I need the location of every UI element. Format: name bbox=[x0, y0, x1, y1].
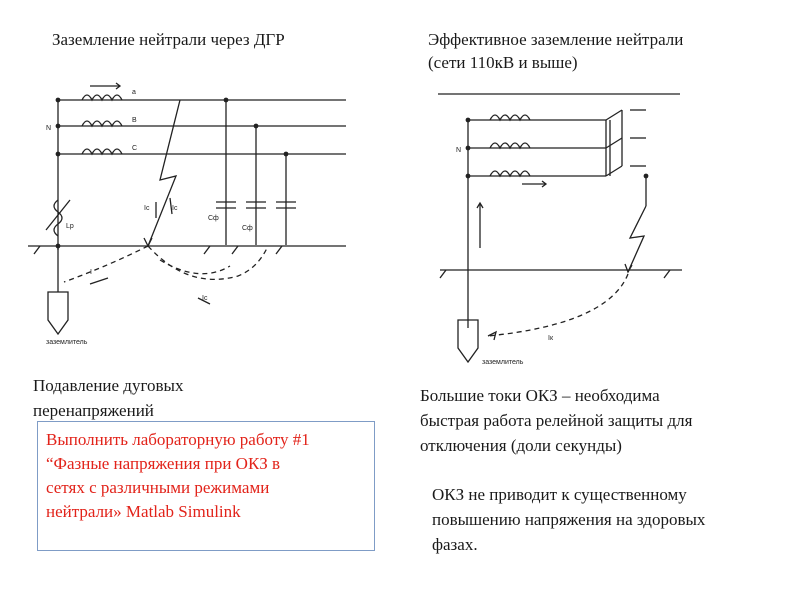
right-note-line-3: фазах. bbox=[432, 535, 478, 554]
right-caption-line-2: быстрая работа релейной защиты для bbox=[420, 411, 693, 430]
label-reactor: Lр bbox=[66, 223, 74, 230]
lab-assignment-box bbox=[37, 421, 375, 551]
label-phase-b: B bbox=[132, 117, 137, 124]
lab-line-1: Выполнить лабораторную работу #1 bbox=[46, 430, 310, 449]
label-phase-a: a bbox=[132, 89, 136, 96]
right-caption bbox=[420, 383, 692, 458]
right-note-line-2: повышению напряжения на здоровых bbox=[432, 510, 706, 529]
right-caption-line-1: Большие токи ОКЗ – необходима bbox=[420, 386, 660, 405]
label-electrode-right: заземлитель bbox=[482, 359, 524, 366]
label-electrode: заземлитель bbox=[46, 339, 88, 346]
label-capacitor-1: Cф bbox=[208, 215, 219, 222]
left-caption bbox=[33, 373, 183, 423]
lab-line-3: сетях с различными режимами bbox=[46, 478, 270, 497]
left-diagram-title: Заземление нейтрали через ДГР bbox=[52, 30, 285, 49]
label-phase-c: C bbox=[132, 145, 138, 152]
right-note bbox=[432, 482, 705, 557]
label-current-b: Iс bbox=[172, 205, 178, 212]
label-return-current: Iс bbox=[202, 295, 208, 302]
right-caption-line-3: отключения (доли секунды) bbox=[420, 436, 622, 455]
right-diagram-title bbox=[428, 28, 683, 74]
label-ground-current: I bbox=[90, 269, 92, 276]
lab-line-2: “Фазные напряжения при ОКЗ в bbox=[46, 454, 281, 473]
label-current-a: Iс bbox=[144, 205, 150, 212]
right-title-line-1: Эффективное заземление нейтрали bbox=[428, 30, 684, 49]
right-note-line-1: ОКЗ не приводит к существенному bbox=[432, 485, 687, 504]
lab-line-4: нейтрали» Matlab Simulink bbox=[46, 502, 241, 521]
label-neutral-right: N bbox=[456, 147, 462, 154]
label-capacitor-2: Cф bbox=[242, 225, 253, 232]
label-fault-current: Iк bbox=[548, 335, 554, 342]
left-circuit-diagram bbox=[20, 70, 360, 360]
label-neutral: N bbox=[46, 125, 52, 132]
left-caption-line-1: Подавление дуговых bbox=[33, 376, 184, 395]
right-title-line-2: (сети 110кВ и выше) bbox=[428, 53, 578, 72]
left-caption-line-2: перенапряжений bbox=[33, 401, 154, 420]
right-circuit-diagram bbox=[430, 88, 700, 378]
